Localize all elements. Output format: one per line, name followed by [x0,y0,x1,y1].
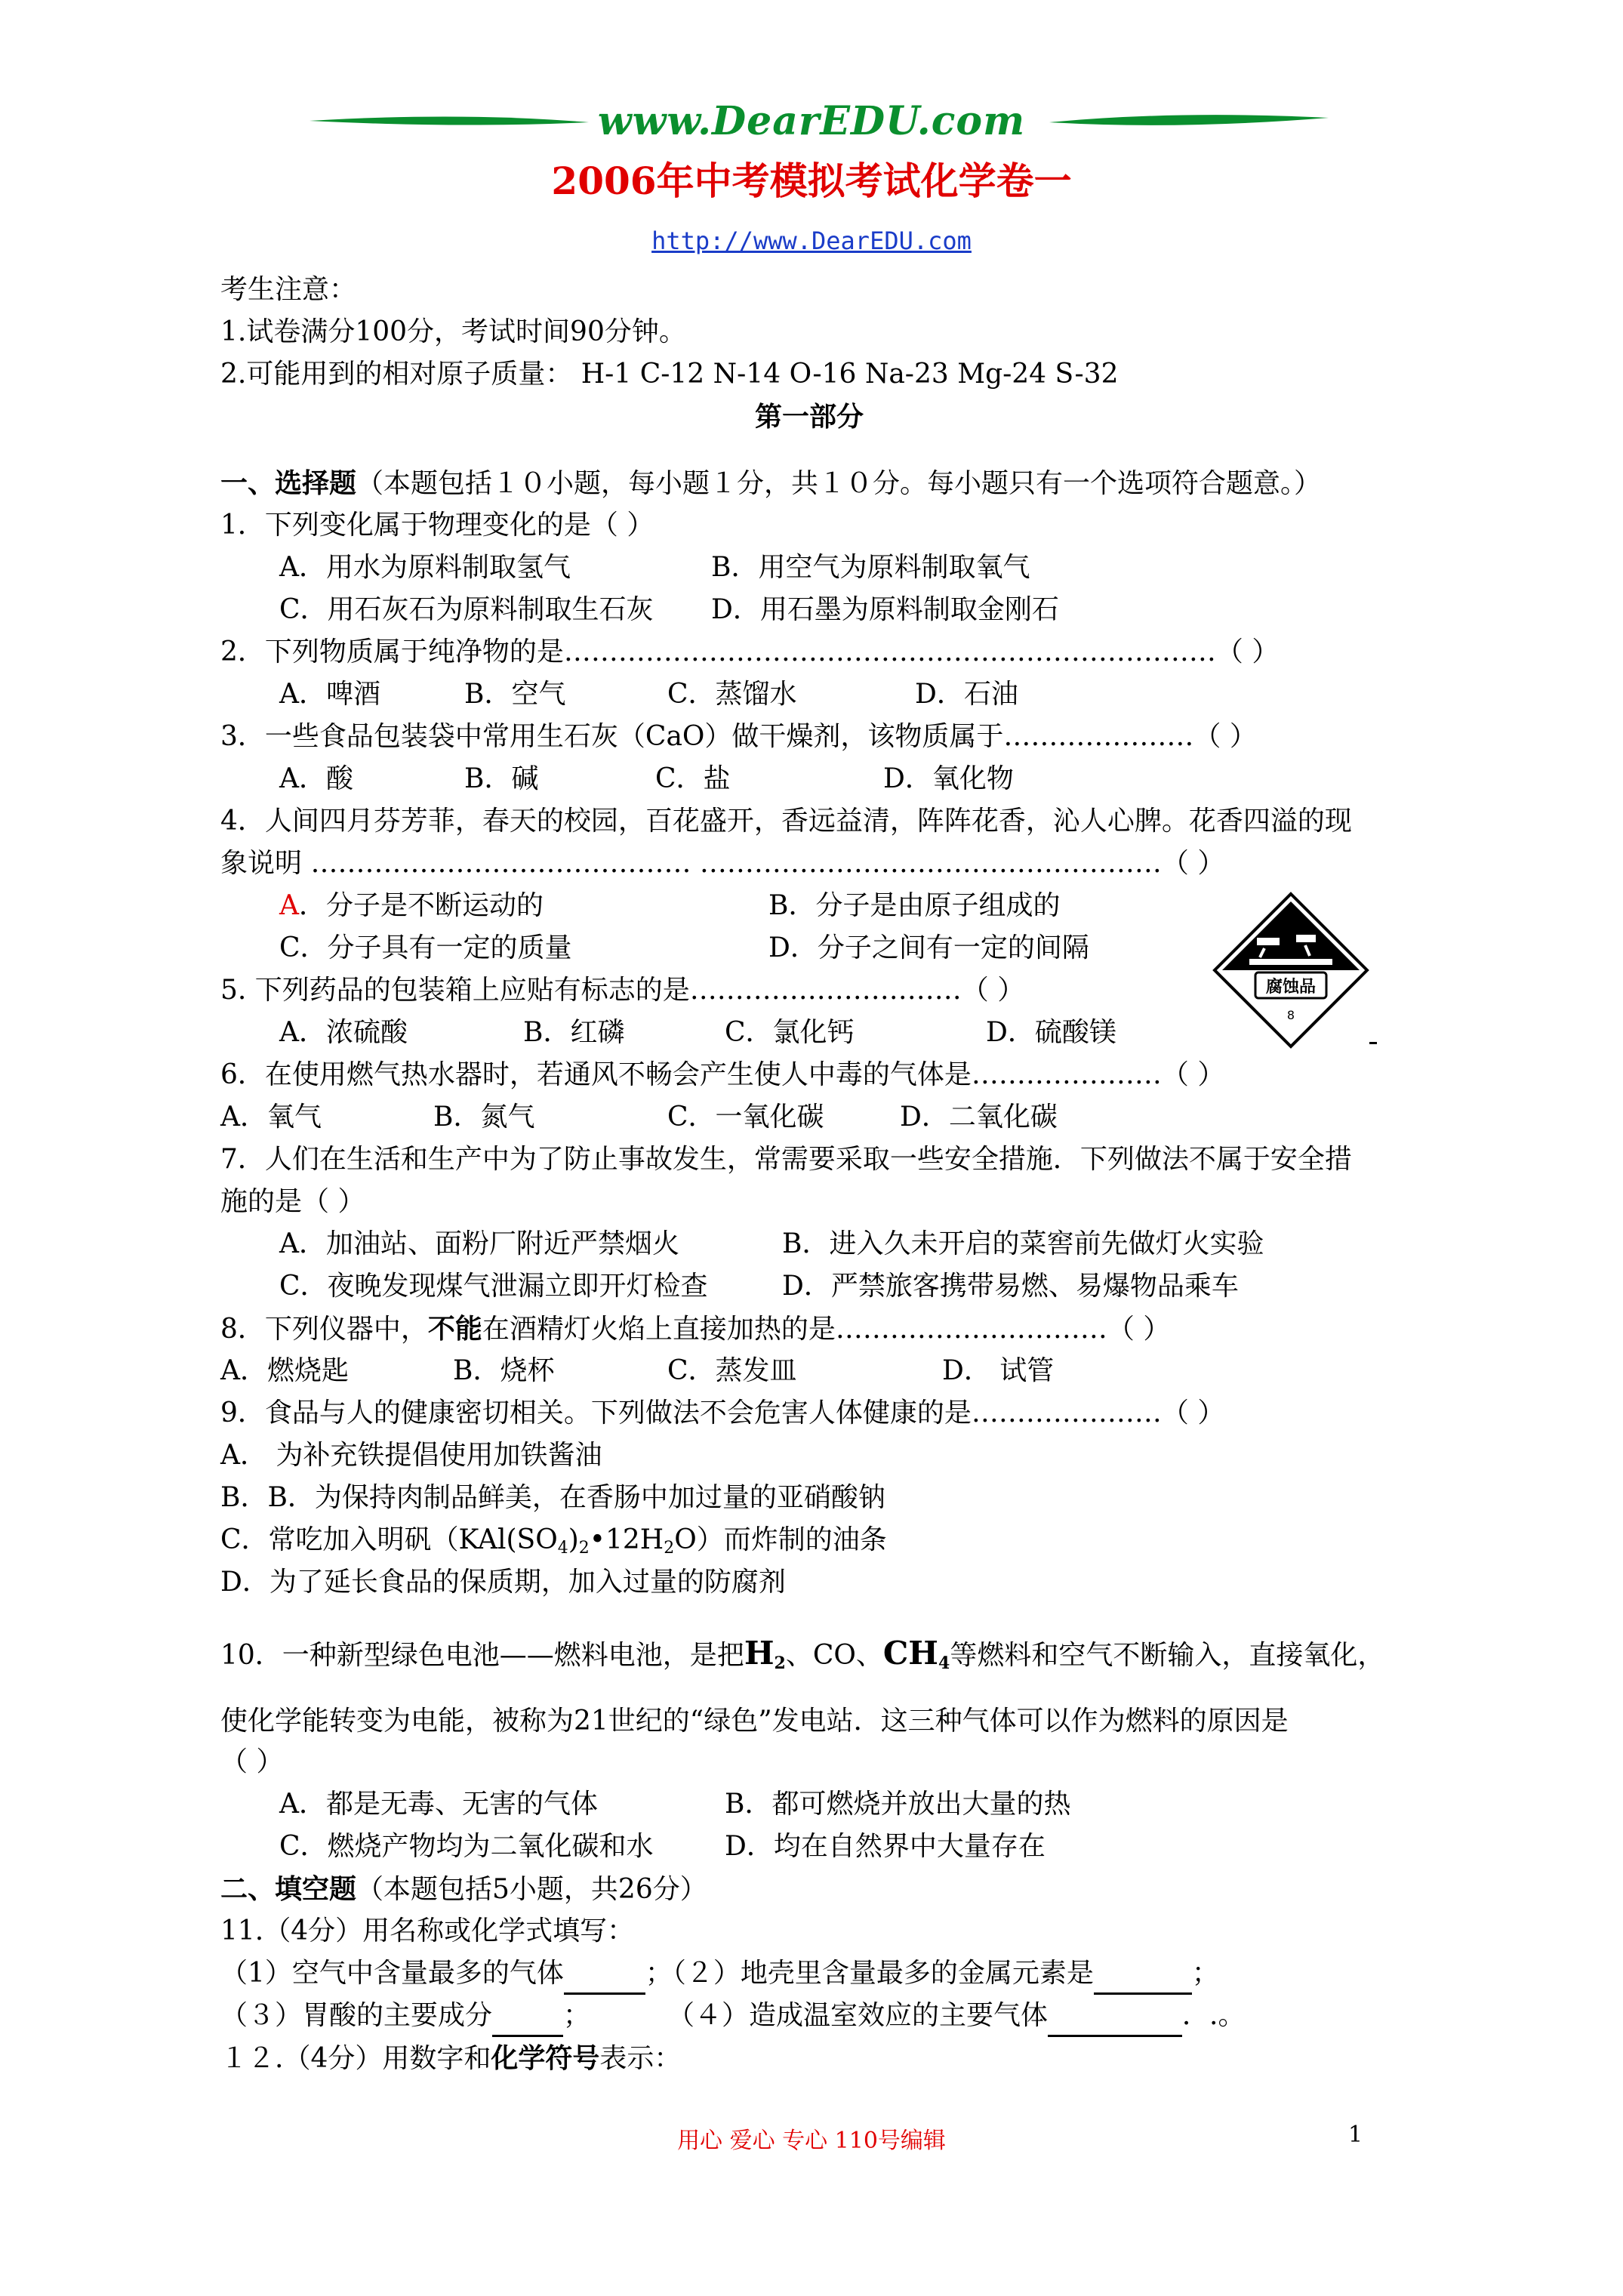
corrosive-hazard-sign [1212,891,1370,1049]
q5-option-a: A．浓硫酸 [279,1017,408,1048]
q1-stem: 1．下列变化属于物理变化的是（ ） [220,510,654,541]
q1-option-a: A．用水为原料制取氢气 [279,552,571,583]
q2-option-c: C．蒸馏水 [667,679,797,710]
q10-stem-line2: 使化学能转变为电能，被称为21世纪的“绿色”发电站．这三种气体可以作为燃料的原因是 [220,1706,1289,1737]
q10-option-d: D．均在自然界中大量存在 [725,1831,1046,1862]
q9-option-b: B．B．为保持肉制品鲜美，在香肠中加过量的亚硝酸钠 [220,1482,885,1513]
part-title: 第一部分 [755,401,864,433]
q10-option-b: B．都可燃烧并放出大量的热 [725,1789,1071,1820]
q11-part3: （３）胃酸的主要成分 [220,2000,493,2031]
q5-stem: 5. 下列药品的包装箱上应贴有标志的是…………………………（ ） [220,975,1025,1006]
q11-blank-1[interactable] [564,1965,645,1995]
q10-pre: 10．一种新型绿色电池——燃料电池，是把 [220,1640,744,1671]
page-number: 1 [1348,2122,1363,2148]
q4-option-b: B．分子是由原子组成的 [768,890,1061,921]
q3-option-a: A．酸 [279,763,353,794]
q9-c-sub1: 4 [557,1539,568,1558]
q11-part1: （1）空气中含量最多的气体 [220,1958,564,1989]
q12-stem-post: 表示： [599,2043,682,2074]
q10-post: 等燃料和空气不断输入，直接氧化， [950,1640,1385,1671]
q4-option-a [279,885,544,927]
q10-stem-line3: （ ） [220,1746,284,1777]
q7-stem-line1: 7．人们在生活和生产中为了防止事故发生，常需要采取一些安全措施．下列做法不属于安全措 [220,1144,1352,1175]
q7-stem-line2: 施的是（ ） [220,1186,365,1217]
q10-ch4-sub: 4 [938,1653,950,1673]
q2-option-d: D．石油 [915,679,1018,710]
site-link[interactable]: http://www.DearEDU.com [651,227,972,255]
q10-ch4: CH [882,1635,938,1672]
q5-option-d: D．硫酸镁 [986,1017,1116,1048]
stray-mark [1369,1042,1377,1044]
q2-stem: 2．下列物质属于纯净物的是………………………………………………………………（ ） [220,636,1280,667]
q12-stem-pre: １２.（4分）用数字和 [220,2043,491,2074]
section1-title-bold: 一、选择题 [220,467,357,499]
notice-item-2: 2.可能用到的相对原子质量： H-1 C-12 N-14 O-16 Na-23 Mg-24 S-32 [220,359,1119,390]
q1-option-c: C．用石灰石为原料制取生石灰 [279,594,654,625]
q8-stem [220,1308,1170,1351]
q8-option-c: C．蒸发皿 [667,1355,797,1386]
q2-option-b: B．空气 [464,679,566,710]
footer-text: 用心 爱心 专心 110号编辑 [677,2128,946,2154]
q11-part4: （４）造成温室效应的主要气体 [667,2000,1049,2031]
q10-h2: H [744,1635,775,1672]
q6-option-d: D．二氧化碳 [900,1102,1058,1133]
q4-option-d: D．分子之间有一定的间隔 [768,932,1089,963]
q3-option-c: C．盐 [655,763,731,794]
q3-option-b: B．碱 [464,763,539,794]
q4-option-c: C．分子具有一定的质量 [279,932,572,963]
section1-title-rest: （本题包括１０小题，每小题１分，共１０分。每小题只有一个选项符合题意。） [356,468,1322,499]
q3-option-d: D．氧化物 [883,763,1014,794]
q10-h2-sub: 2 [774,1653,786,1673]
q10-option-a: A．都是无毒、无害的气体 [279,1789,598,1820]
q4-option-a-letter: A [279,890,299,921]
q12-stem-bold: 化学符号 [491,2042,600,2074]
q8-option-a: A．燃烧匙 [220,1355,349,1386]
q11-part2: ；（２）地壳里含量最多的金属元素是 [645,1958,1094,1989]
q8-option-d: D． 试管 [942,1355,1055,1386]
q11-part4-end: ．.。 [1182,2000,1246,2031]
q9-c-pre: C．常吃加入明矾（KAl(SO [220,1524,558,1555]
q1-option-d: D．用石墨为原料制取金刚石 [711,594,1059,625]
q7-option-b: B．进入久未开启的菜窖前先做灯火实验 [782,1228,1264,1259]
notice-item-1: 1.试卷满分100分，考试时间90分钟。 [220,316,686,347]
q8-stem-bold: 不能 [427,1313,482,1345]
q11-part2-end: ； [1191,1958,1219,1989]
q9-stem: 9．食品与人的健康密切相关。下列做法不会危害人体健康的是…………………（ ） [220,1398,1225,1428]
q8-option-b: B．烧杯 [453,1355,555,1386]
q6-stem: 6．在使用燃气热水器时，若通风不畅会产生使人中毒的气体是…………………（ ） [220,1059,1225,1090]
notice-heading: 考生注意： [220,274,357,305]
q6-option-c: C．一氧化碳 [667,1102,824,1133]
q4-option-a-text: ．分子是不断运动的 [299,890,544,921]
q2-option-a: A．啤酒 [279,679,380,710]
q8-stem-pre: 8．下列仪器中， [220,1314,428,1345]
q7-option-c: C．夜晚发现煤气泄漏立即开灯检查 [279,1271,708,1302]
section2-title-rest: （本题包括5小题，共26分） [356,1874,707,1905]
q6-option-a: A．氧气 [220,1102,322,1133]
section1-title [220,462,1321,505]
q9-option-a: A． 为补充铁提倡使用加铁酱油 [220,1440,602,1471]
q9-option-d: D．为了延长食品的保质期，加入过量的防腐剂 [220,1567,786,1598]
section2-title [220,1868,707,1911]
q11-part3-end: ； [563,2000,591,2031]
q9-c-mid2: •12H [589,1524,664,1555]
q7-option-d: D．严禁旅客携带易燃、易爆物品乘车 [782,1271,1239,1302]
q11-line1 [220,1952,1219,1995]
q9-option-c [220,1519,887,1561]
q9-c-sub3: 2 [664,1539,675,1558]
q11-line2 [220,1995,1246,2037]
q10-stem-line1 [220,1632,1384,1677]
corrosive-sign-number: 8 [1286,1008,1295,1022]
q8-stem-post: 在酒精灯火焰上直接加热的是…………………………（ ） [482,1314,1171,1345]
q5-option-c: C．氯化钙 [725,1017,855,1048]
q5-option-b: B．红磷 [523,1017,625,1048]
site-logo-text: www.DearEDU.com [597,98,1026,144]
q9-c-post: O）而炸制的油条 [674,1524,887,1555]
q11-stem: 11.（4分）用名称或化学式填写： [220,1915,635,1946]
section2-title-bold: 二、填空题 [220,1873,357,1905]
q11-blank-2[interactable] [1094,1965,1192,1995]
q6-option-b: B．氮气 [433,1102,535,1133]
q11-blank-4[interactable] [1048,2008,1182,2037]
q10-option-c: C．燃烧产物均为二氧化碳和水 [279,1831,654,1862]
document-title: 2006年中考模拟考试化学卷一 [551,159,1072,203]
q11-blank-3[interactable] [492,2008,563,2037]
q4-stem-line2: 象说明 …………………………………… ……………………………………………（ ） [220,848,1225,879]
q9-c-sub2: 2 [578,1539,590,1558]
q3-stem: 3．一些食品包装袋中常用生石灰（CaO）做干燥剂，该物质属于…………………（ ） [220,721,1257,752]
q10-mid: 、CO、 [785,1640,883,1671]
q7-option-a: A．加油站、面粉厂附近严禁烟火 [279,1228,679,1259]
q4-stem-line1: 4．人间四月芬芳菲，春天的校园，百花盛开，香远益清，阵阵花香，沁人心脾。花香四溢的现 [220,806,1352,837]
q12-stem [220,2037,681,2080]
corrosive-sign-label: 腐蚀品 [1265,978,1317,997]
q9-c-mid: ) [568,1524,579,1555]
q1-option-b: B．用空气为原料制取氧气 [711,552,1030,583]
